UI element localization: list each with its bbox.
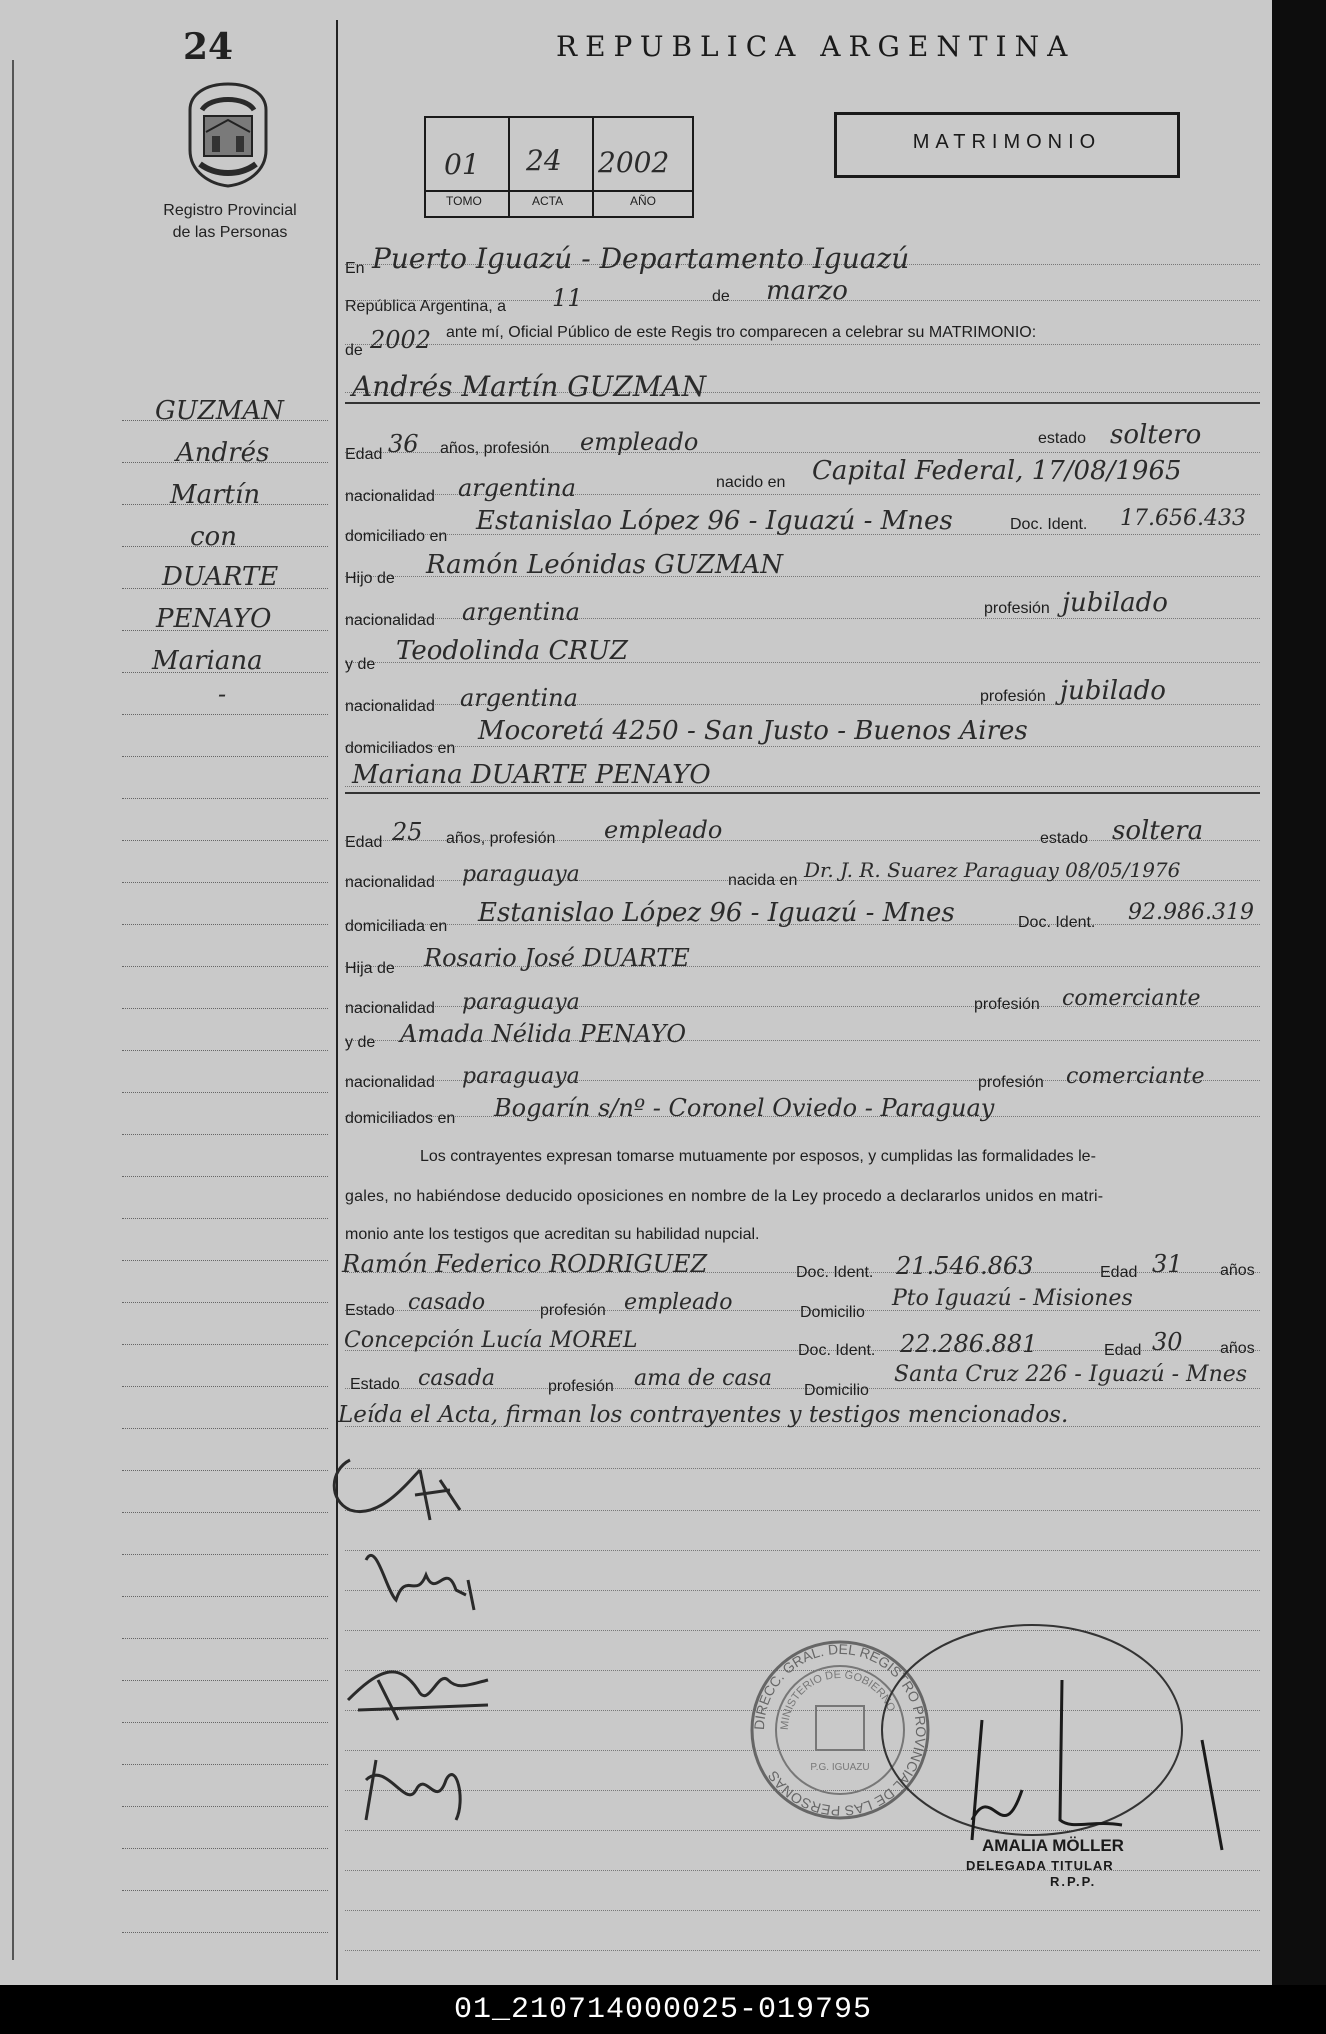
groom-estado: soltero <box>1110 420 1202 450</box>
label-edad: Edad <box>345 834 383 851</box>
bride-estado: soltera <box>1112 816 1204 846</box>
label-domiciliados: domiciliados en <box>345 1110 456 1127</box>
bride-mother-profession: comerciante <box>1066 1064 1205 1089</box>
record-number-box <box>424 116 694 218</box>
bride-name: Mariana DUARTE PENAYO <box>352 760 711 790</box>
margin-name-4: con <box>190 522 237 552</box>
margin-rule <box>122 1806 328 1807</box>
month-value: marzo <box>766 276 848 306</box>
label-nacida: nacida en <box>728 872 798 889</box>
margin-rule <box>122 1638 328 1639</box>
body-rule <box>345 1950 1260 1951</box>
intro-sentence: ante mí, Oficial Público de este Regis tro comparecen a celebrar su MATRIMONIO: <box>446 324 1037 341</box>
registry-line-1: Registro Provincial <box>163 202 297 219</box>
label-estado: Estado <box>345 1302 395 1319</box>
margin-rule <box>122 966 328 967</box>
bride-birth: Dr. J. R. Suarez Paraguay 08/05/1976 <box>804 858 1181 882</box>
body-rule <box>345 746 1260 747</box>
groom-profession: empleado <box>580 428 699 456</box>
stamp-inner-text: MINISTERIO DE GOBIERNO <box>778 1668 898 1731</box>
groom-mother-profession: jubilado <box>1060 676 1166 706</box>
ano-value: 2002 <box>598 146 670 179</box>
act-type-title: MATRIMONIO <box>912 131 1102 153</box>
groom-father-nationality: argentina <box>462 598 580 626</box>
label-nacionalidad: nacionalidad <box>345 874 435 891</box>
groom-parents-address: Mocoretá 4250 - San Justo - Buenos Aires <box>478 716 1028 746</box>
margin-rule <box>122 756 328 757</box>
witness1-doc: 21.546.863 <box>896 1252 1034 1280</box>
label-y-de: y de <box>345 1034 376 1051</box>
margin-rule <box>122 1050 328 1051</box>
margin-rule <box>122 798 328 799</box>
margin-name-5: DUARTE <box>162 562 279 592</box>
label-republica: República Argentina, a <box>345 298 506 315</box>
bride-address: Estanislao López 96 - Iguazú - Mnes <box>478 898 955 928</box>
provincial-seal <box>180 80 276 190</box>
label-edad: Edad <box>1100 1264 1138 1281</box>
label-nacionalidad: nacionalidad <box>345 1000 435 1017</box>
label-de-2: de <box>345 342 363 359</box>
margin-name-3: Martín <box>170 480 261 510</box>
left-margin-line <box>12 60 14 1960</box>
bride-father: Rosario José DUARTE <box>424 944 690 972</box>
label-profesion: profesión <box>540 1302 606 1319</box>
label-edad: Edad <box>1104 1342 1142 1359</box>
acta-label: ACTA <box>532 194 564 208</box>
margin-name-7: Mariana <box>152 646 263 676</box>
place-value: Puerto Iguazú - Departamento Iguazú <box>372 242 910 275</box>
registrar-signature <box>822 1620 1242 1870</box>
registry-line-2: de las Personas <box>172 224 288 241</box>
margin-rule <box>122 1386 328 1387</box>
label-profesion: profesión <box>984 600 1050 617</box>
signature-witness-2 <box>356 1740 486 1830</box>
groom-doc: 17.656.433 <box>1120 506 1246 531</box>
bride-father-profession: comerciante <box>1062 986 1201 1011</box>
bride-mother-nationality: paraguaya <box>462 1064 580 1089</box>
bride-father-nationality: paraguaya <box>462 990 580 1015</box>
label-nacido: nacido en <box>716 474 786 491</box>
label-de: de <box>712 288 730 305</box>
bride-age: 25 <box>392 818 423 846</box>
bride-parents-address: Bogarín s/nº - Coronel Oviedo - Paraguay <box>494 1094 995 1122</box>
bride-mother: Amada Nélida PENAYO <box>400 1020 687 1048</box>
margin-rule <box>122 1134 328 1135</box>
groom-birth: Capital Federal, 17/08/1965 <box>812 456 1182 486</box>
day-value: 11 <box>552 284 583 312</box>
country-heading: REPUBLICA ARGENTINA <box>556 30 1076 63</box>
margin-rule <box>122 1680 328 1681</box>
label-y-de: y de <box>345 656 376 673</box>
label-domiciliados: domiciliados en <box>345 740 456 757</box>
declaration-line-2: gales, no habiéndose deducido oposiciones en nombre de la Ley procedo a declararlos unidos en matri- <box>345 1188 1104 1205</box>
witness2-name: Concepción Lucía MOREL <box>344 1328 638 1353</box>
stamp-text: DIRECC. GRAL. DEL REGISTRO PROVINCIAL DE LAS PERSONAS <box>750 1640 930 1820</box>
margin-rule <box>122 1890 328 1891</box>
acta-value: 24 <box>526 144 562 177</box>
body-rule <box>345 1870 1260 1871</box>
label-anos-profesion: años, profesión <box>440 440 550 457</box>
label-nacionalidad: nacionalidad <box>345 612 435 629</box>
label-profesion: profesión <box>978 1074 1044 1091</box>
margin-rule <box>122 1932 328 1933</box>
label-estado: estado <box>1040 830 1089 847</box>
margin-name-1: GUZMAN <box>155 396 284 426</box>
label-domicilio: Domicilio <box>804 1382 869 1399</box>
body-rule <box>345 344 1260 345</box>
tomo-value: 01 <box>444 148 480 181</box>
label-domicilio: Domicilio <box>800 1304 865 1321</box>
year-value: 2002 <box>370 326 432 354</box>
groom-name: Andrés Martín GUZMAN <box>352 370 707 403</box>
groom-mother: Teodolinda CRUZ <box>396 636 628 666</box>
signature-groom <box>320 1440 490 1530</box>
bride-profession: empleado <box>604 816 723 844</box>
label-domiciliada: domiciliada en <box>345 918 448 935</box>
label-anos: años <box>1220 1340 1255 1357</box>
label-hijo: Hijo de <box>345 570 395 587</box>
label-anos-profesion: años, profesión <box>446 830 556 847</box>
label-en: En <box>345 260 365 277</box>
label-doc: Doc. Ident. <box>1010 516 1088 533</box>
margin-rule <box>122 924 328 925</box>
witness1-profession: empleado <box>624 1290 733 1315</box>
margin-rule <box>122 1260 328 1261</box>
margin-rule <box>122 1218 328 1219</box>
margin-name-2: Andrés <box>176 438 270 468</box>
label-doc: Doc. Ident. <box>1018 914 1096 931</box>
witness2-age: 30 <box>1152 1328 1183 1356</box>
label-estado: estado <box>1038 430 1087 447</box>
signature-bride <box>356 1530 496 1620</box>
witness2-profession: ama de casa <box>634 1366 773 1391</box>
label-nacionalidad: nacionalidad <box>345 488 435 505</box>
witness2-doc: 22.286.881 <box>900 1330 1038 1358</box>
bride-nationality: paraguaya <box>462 862 580 887</box>
act-type-box <box>834 112 1180 178</box>
witness2-address: Santa Cruz 226 - Iguazú - Mnes <box>894 1362 1248 1387</box>
margin-rule <box>122 1344 328 1345</box>
page-number: 24 <box>183 26 234 68</box>
margin-rule <box>122 1722 328 1723</box>
margin-rule <box>122 1596 328 1597</box>
closing-text: Leída el Acta, firman los contrayentes y testigos mencionados. <box>338 1402 1069 1428</box>
margin-rule <box>122 1302 328 1303</box>
label-doc: Doc. Ident. <box>798 1342 876 1359</box>
label-estado: Estado <box>350 1376 400 1393</box>
margin-rule <box>122 882 328 883</box>
label-profesion: profesión <box>974 996 1040 1013</box>
signature-witness-1 <box>338 1650 518 1730</box>
declaration-line-3: monio ante los testigos que acreditan su habilidad nupcial. <box>345 1226 760 1243</box>
margin-rule <box>122 714 328 715</box>
margin-rule <box>122 1176 328 1177</box>
witness1-age: 31 <box>1152 1250 1183 1278</box>
groom-address: Estanislao López 96 - Iguazú - Mnes <box>476 506 953 536</box>
label-hija: Hija de <box>345 960 395 977</box>
margin-rule <box>122 1092 328 1093</box>
label-nacionalidad: nacionalidad <box>345 698 435 715</box>
footer-id: 01_210714000025-019795 <box>0 1985 1326 2034</box>
margin-rule <box>122 1008 328 1009</box>
margin-rule <box>122 840 328 841</box>
margin-rule <box>122 1848 328 1849</box>
declaration-line-1: Los contrayentes expresan tomarse mutuamente por esposos, y cumplidas las formalidades le- <box>420 1148 1096 1165</box>
stamp-city: P.G. IGUAZU <box>810 1762 870 1773</box>
registrar-name: AMALIA MÖLLER <box>982 1836 1124 1855</box>
margin-rule <box>122 1554 328 1555</box>
margin-name-6: PENAYO <box>156 604 272 634</box>
margin-rule <box>122 1512 328 1513</box>
groom-mother-nationality: argentina <box>460 684 578 712</box>
margin-name-8: - <box>218 680 227 708</box>
bride-doc: 92.986.319 <box>1128 900 1254 925</box>
margin-rule <box>122 1764 328 1765</box>
label-profesion: profesión <box>548 1378 614 1395</box>
registry-name <box>140 200 320 244</box>
body-rule <box>345 1910 1260 1911</box>
label-anos: años <box>1220 1262 1255 1279</box>
groom-age: 36 <box>388 430 419 458</box>
groom-father: Ramón Leónidas GUZMAN <box>426 550 784 580</box>
registrar-role: DELEGADA TITULAR <box>966 1858 1114 1873</box>
tomo-label: TOMO <box>446 194 482 208</box>
registrar-org: R.P.P. <box>1050 1874 1097 1889</box>
label-edad: Edad <box>345 446 383 463</box>
groom-father-profession: jubilado <box>1062 588 1168 618</box>
scan-edge <box>1272 0 1326 1985</box>
label-domiciliado: domiciliado en <box>345 528 448 545</box>
margin-rule <box>122 1428 328 1429</box>
label-nacionalidad: nacionalidad <box>345 1074 435 1091</box>
witness2-estado: casada <box>418 1366 496 1391</box>
ano-label: AÑO <box>630 194 657 208</box>
witness1-name: Ramón Federico RODRIGUEZ <box>342 1250 708 1278</box>
witness1-address: Pto Iguazú - Misiones <box>892 1286 1133 1311</box>
groom-nationality: argentina <box>458 474 576 502</box>
label-profesion: profesión <box>980 688 1046 705</box>
margin-rule <box>122 1470 328 1471</box>
witness1-estado: casado <box>408 1290 486 1315</box>
label-doc: Doc. Ident. <box>796 1264 874 1281</box>
